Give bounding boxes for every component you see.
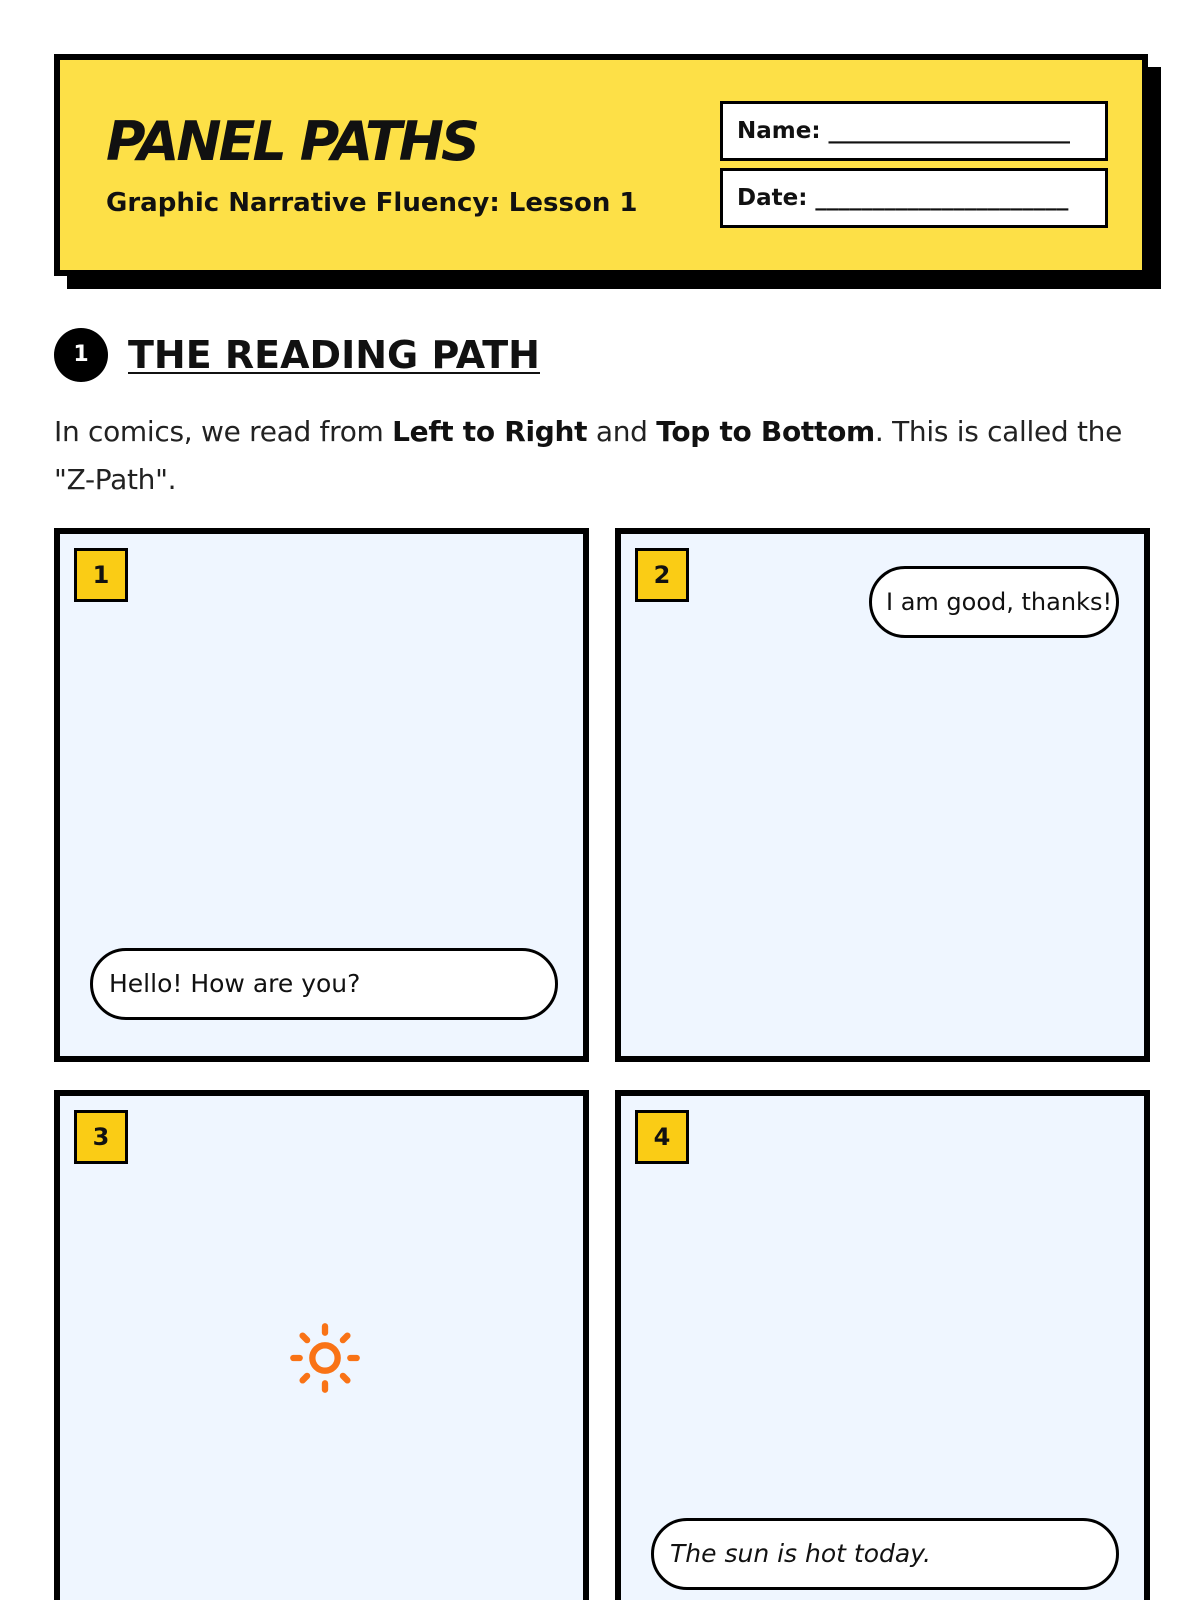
worksheet-subtitle: Graphic Narrative Fluency: Lesson 1 bbox=[106, 188, 638, 218]
intro-text bbox=[54, 408, 1154, 504]
intro-text-part: . This is called the "Z-Path". bbox=[54, 415, 1123, 496]
intro-text-part: and bbox=[587, 415, 657, 448]
worksheet-title: PANEL PATHS bbox=[106, 110, 477, 173]
speech-bubble: I am good, thanks! bbox=[869, 566, 1119, 638]
speech-bubble: The sun is hot today. bbox=[651, 1518, 1119, 1590]
intro-bold-top-to-bottom: Top to Bottom bbox=[656, 415, 875, 448]
comic-panel-1 bbox=[54, 528, 589, 1062]
name-field[interactable]: Name: _____________________ bbox=[720, 101, 1108, 161]
panel-number-badge: 4 bbox=[635, 1110, 689, 1164]
comic-panel-4 bbox=[615, 1090, 1150, 1600]
intro-text-part: In comics, we read from bbox=[54, 415, 393, 448]
comic-panel-2 bbox=[615, 528, 1150, 1062]
section-title: THE READING PATH bbox=[128, 333, 540, 377]
intro-bold-left-to-right: Left to Right bbox=[392, 415, 588, 448]
worksheet-header bbox=[54, 54, 1148, 276]
panel-number-badge: 1 bbox=[74, 548, 128, 602]
speech-bubble: Hello! How are you? bbox=[90, 948, 558, 1020]
panel-number-badge: 2 bbox=[635, 548, 689, 602]
comic-panel-3 bbox=[54, 1090, 589, 1600]
sun-icon bbox=[287, 1320, 363, 1396]
panel-number-badge: 3 bbox=[74, 1110, 128, 1164]
section-number-badge: 1 bbox=[54, 328, 108, 382]
date-field[interactable]: Date: ______________________ bbox=[720, 168, 1108, 228]
